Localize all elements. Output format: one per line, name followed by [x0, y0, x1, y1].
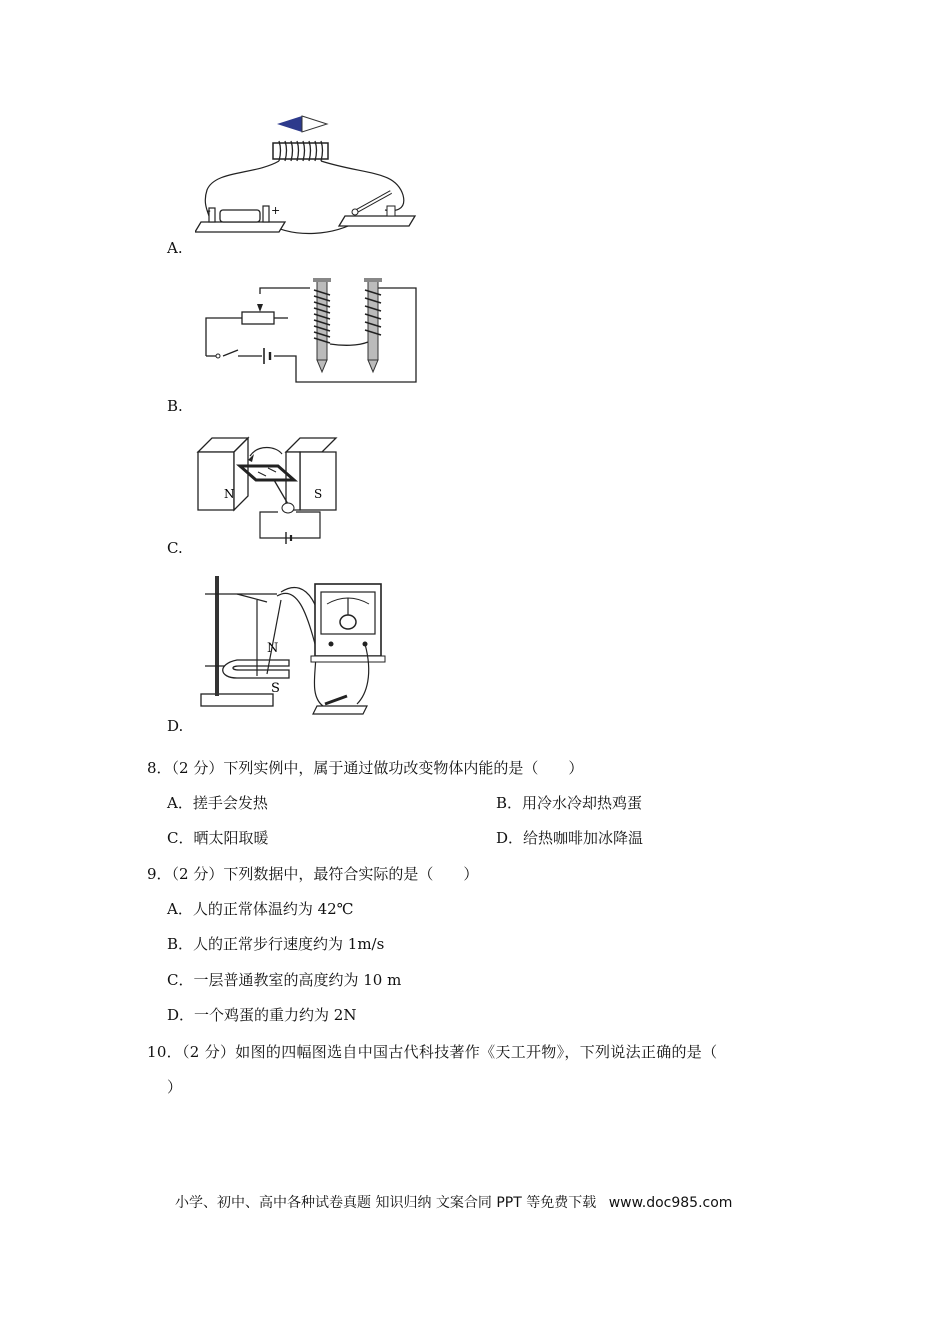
q8-option-c: C．晒太阳取暖: [167, 829, 269, 847]
figure-d-label: D.: [167, 717, 184, 735]
figure-d-induction-experiment: [197, 574, 387, 718]
figure-b-label: B.: [167, 397, 183, 415]
figure-c-motor: [196, 434, 348, 546]
battery-minus-sign: -: [207, 204, 211, 217]
knife-switch-icon: [339, 216, 415, 226]
figure-a-label: A.: [167, 239, 183, 257]
magnet-d-s-pole-label: S: [271, 681, 280, 696]
q9-option-a: A．人的正常体温约为 42℃: [167, 900, 354, 918]
q8-option-a: A．搓手会发热: [167, 794, 268, 812]
magnet-s-pole-label: S: [314, 487, 323, 501]
solenoid-core: [273, 143, 328, 159]
q9-stem: 9．（2 分）下列数据中，最符合实际的是（ ）: [147, 865, 479, 883]
page-footer: [175, 1192, 732, 1212]
electromagnet-nail-2: [364, 278, 382, 372]
galvanometer-icon: [311, 584, 385, 662]
q9-option-b: B．人的正常步行速度约为 1m/s: [167, 935, 385, 953]
knife-switch-d-icon: [313, 706, 367, 714]
q10-stem-line1: 10．（2 分）如图的四幅图选自中国古代科技著作《天工开物》，下列说法正确的是（: [147, 1043, 718, 1061]
compass-needle-icon: [277, 116, 302, 132]
figure-c-label: C.: [167, 539, 183, 557]
figure-a-solenoid-circuit: [195, 110, 425, 242]
q8-option-d: D．给热咖啡加冰降温: [496, 829, 644, 847]
magnet-d-n-pole-label: N: [267, 641, 279, 656]
battery-plus-sign: +: [271, 204, 281, 217]
footer-site-link[interactable]: www.doc985.com: [608, 1195, 733, 1211]
q8-stem: 8．（2 分）下列实例中，属于通过做功改变物体内能的是（ ）: [147, 759, 584, 777]
q9-option-c: C．一层普通教室的高度约为 10 m: [167, 971, 402, 989]
magnet-n-pole-label: N: [224, 487, 235, 501]
q8-option-b: B．用冷水冷却热鸡蛋: [496, 794, 643, 812]
footer-text: 小学、初中、高中各种试卷真题 知识归纳 文案合同 PPT 等免费下载: [175, 1195, 597, 1211]
figure-b-electromagnet-circuit: [198, 272, 420, 388]
rheostat: [242, 312, 274, 324]
electromagnet-nail-1: [313, 278, 331, 372]
q9-option-d: D．一个鸡蛋的重力约为 2N: [167, 1006, 357, 1024]
q10-stem-line2: ）: [167, 1078, 183, 1096]
